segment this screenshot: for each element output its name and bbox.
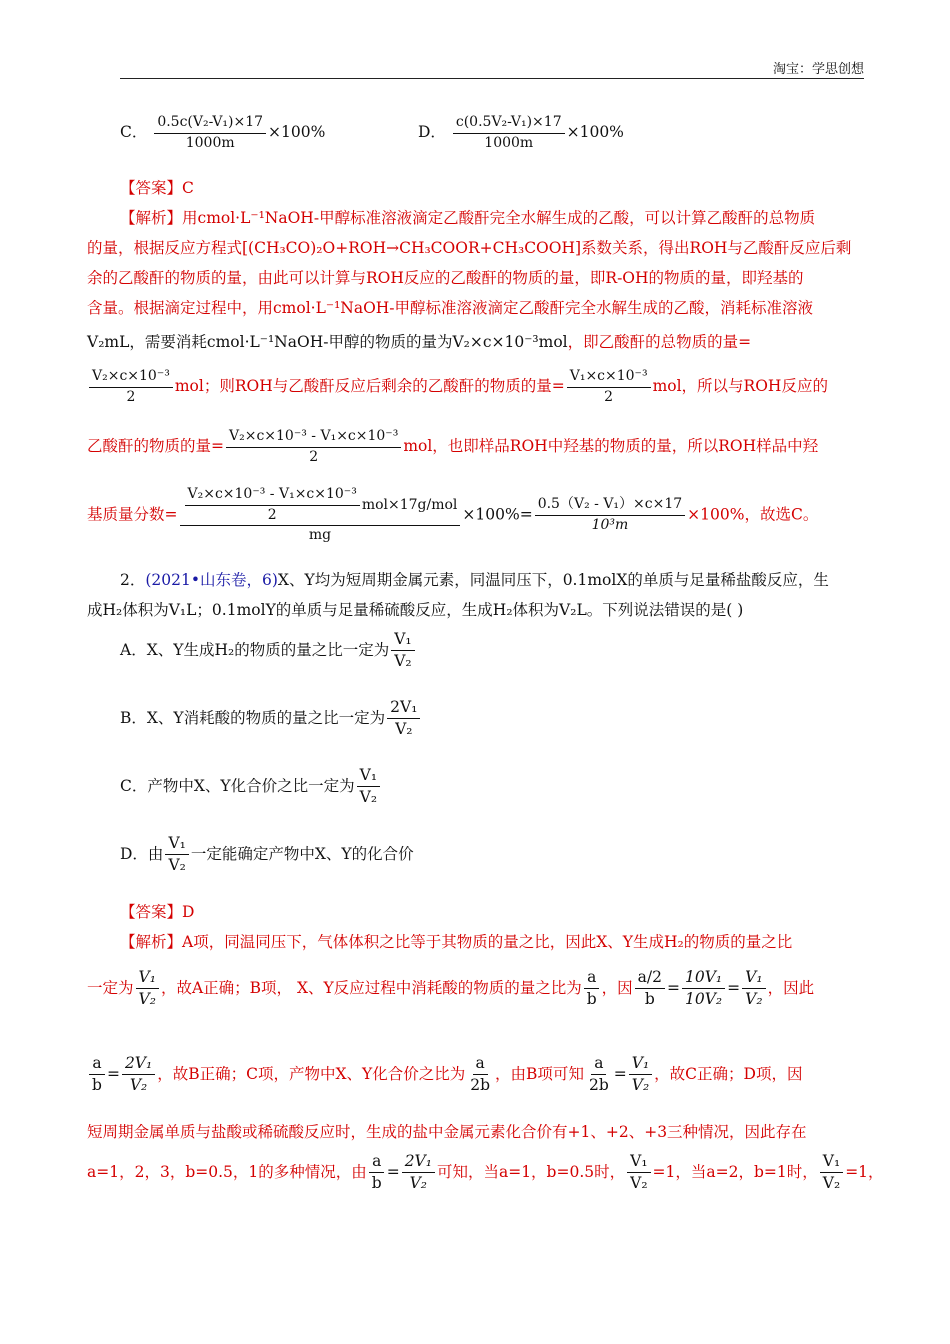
- q2-option-d: [120, 834, 414, 876]
- denominator: V₂: [745, 990, 763, 1009]
- numerator: V₁×c×10⁻³: [567, 368, 651, 388]
- analysis-text: 基质量分数=: [87, 505, 178, 524]
- fraction: [627, 1152, 650, 1194]
- q2-analysis-line2: [87, 968, 814, 1010]
- fraction: [820, 1152, 843, 1194]
- numerator: 10V₁: [682, 968, 725, 989]
- fraction: [635, 968, 665, 1010]
- numerator: V₁: [742, 968, 765, 989]
- numerator: 2V₁: [387, 698, 420, 719]
- denominator: V₂: [630, 1174, 648, 1193]
- analysis-text: =1，当a=2，b=1时，: [652, 1162, 818, 1181]
- denominator: V₂: [138, 990, 156, 1009]
- fraction: [567, 368, 651, 406]
- stem-text: X、Y均为短周期金属元素，同温同压下，0.1molX的单质与足量稀盐酸反应，生: [277, 571, 829, 589]
- numerator: c(0.5V₂-V₁)×17: [453, 114, 565, 134]
- header-text: 淘宝：学思创想: [772, 62, 864, 77]
- answer-tag: 【答案】: [120, 179, 183, 197]
- denominator: b: [644, 990, 655, 1009]
- analysis-text: 的量，根据反应方程式[(CH₃CO)₂O+ROH→CH₃COOR+CH₃COOH]系数关系，得出ROH与乙酸酐反应后剩: [87, 239, 852, 257]
- numerator: 2V₁: [122, 1054, 155, 1075]
- stem-text: 成H₂体积为V₁L；0.1molY的单质与足量稀硫酸反应，生成H₂体积为V₂L。下列说法错误的是( ): [87, 601, 744, 619]
- analysis-tag: 【解析】: [120, 209, 183, 227]
- q1-analysis: [87, 203, 863, 323]
- analysis-text: 乙酸酐的物质的量=: [87, 437, 224, 455]
- numerator: V₁: [391, 630, 414, 651]
- analysis-text: ，故B正确；C项，产物中X、Y化合价之比为: [157, 1064, 466, 1083]
- numerator: 0.5（V₂ - V₁）×c×17: [535, 496, 685, 516]
- option-text: A．X、Y生成H₂的物质的量之比一定为: [120, 640, 390, 659]
- equals-sign: =: [727, 978, 741, 997]
- fraction: [402, 1152, 435, 1194]
- numerator: a: [89, 1054, 104, 1075]
- numerator: V₁: [357, 766, 380, 787]
- q2-analysis-line1: [120, 930, 792, 952]
- option-tail: ×100%: [566, 123, 624, 141]
- q2-analysis-line5: [87, 1152, 884, 1194]
- numerator: V₁: [136, 968, 159, 989]
- analysis-text: V₂mL，需要消耗cmol·L⁻¹NaOH-甲醇的物质的量为: [87, 333, 453, 351]
- equals-sign: =: [613, 1064, 627, 1083]
- numerator: a: [369, 1152, 384, 1173]
- analysis-tag: 【解析】: [120, 933, 183, 951]
- denominator: V₂: [409, 1174, 428, 1193]
- numerator: V₂×c×10⁻³ - V₁×c×10⁻³: [185, 486, 360, 506]
- analysis-text: ，由B项可知: [495, 1064, 584, 1083]
- analysis-text: ，因: [601, 978, 633, 997]
- analysis-text: ×100%，故选C。: [687, 505, 819, 524]
- denominator: 2: [267, 506, 277, 523]
- question-source: (2021•山东卷，6): [145, 571, 278, 589]
- numerator: a: [473, 1054, 488, 1075]
- analysis-text: a=1，2，3，b=0.5，1的多种情况，由: [87, 1162, 367, 1181]
- numerator: a: [591, 1054, 606, 1075]
- equals-sign: =: [106, 1064, 120, 1083]
- denominator: mg: [308, 527, 332, 543]
- denominator: 2: [126, 388, 136, 405]
- analysis-text: 用cmol·L⁻¹NaOH-甲醇标准溶液滴定乙酸酐完全水解生成的乙酸，可以计算乙酸酐的总物质: [182, 209, 816, 227]
- q2-option-c: [120, 766, 382, 808]
- q1-analysis-line8: [87, 486, 818, 545]
- equals-sign: =: [386, 1162, 400, 1181]
- numerator: V₁: [165, 834, 188, 855]
- fraction: [154, 114, 266, 152]
- page-header: [120, 58, 864, 79]
- numerator: V₂×c×10⁻³ - V₁×c×10⁻³: [226, 428, 401, 448]
- analysis-text: 含量。根据滴定过程中，用cmol·L⁻¹NaOH-甲醇标准溶液滴定乙酸酐完全水解生成的乙酸，消耗标准溶液: [87, 299, 814, 317]
- numerator: V₁: [820, 1152, 843, 1173]
- q2-stem: [87, 565, 863, 625]
- fraction: [742, 968, 765, 1010]
- denominator: b: [586, 990, 597, 1009]
- fraction: [586, 1054, 612, 1096]
- fraction: [89, 368, 173, 406]
- q1-analysis-line7: [87, 428, 818, 466]
- q2-analysis-line4: [87, 1120, 807, 1142]
- fraction: [369, 1152, 385, 1194]
- denominator: 2: [309, 448, 319, 465]
- q1-analysis-line5: [87, 330, 751, 352]
- analysis-text: ，故C正确；D项，因: [654, 1064, 803, 1083]
- analysis-text: ，故A正确；B项， X、Y反应过程中消耗酸的物质的量之比为: [160, 978, 582, 997]
- analysis-text: A项，同温同压下，气体体积之比等于其物质的量之比，因此X、Y生成H₂的物质的量之比: [182, 933, 793, 951]
- numerator: a/2: [635, 968, 665, 989]
- analysis-text: 一定为: [87, 978, 134, 997]
- analysis-text: mol，也即样品ROH中羟基的物质的量，所以ROH样品中羟: [403, 437, 819, 455]
- answer-value: D: [182, 903, 195, 921]
- fraction: [535, 496, 685, 534]
- fraction: [387, 698, 420, 740]
- option-text: 一定能确定产物中X、Y的化合价: [190, 844, 414, 863]
- option-label: C．: [120, 123, 148, 141]
- numerator-tail: mol×17g/mol: [361, 497, 458, 513]
- fraction: [185, 486, 360, 524]
- analysis-text: 余的乙酸酐的物质的量，由此可以计算与ROH反应的乙酸酐的物质的量，即R-OH的物质的量，即羟基的: [87, 269, 804, 287]
- numerator: V₁: [627, 1152, 650, 1173]
- q1-analysis-line6: [87, 368, 828, 406]
- fraction: [391, 630, 414, 672]
- fraction: [165, 834, 188, 876]
- numerator: a: [584, 968, 599, 989]
- analysis-text: ，因此: [767, 978, 815, 997]
- denominator: 2: [604, 388, 614, 405]
- denominator: b: [371, 1174, 382, 1193]
- numerator: [180, 486, 461, 526]
- option-label: D．: [418, 123, 446, 141]
- analysis-text: =1，: [845, 1162, 884, 1181]
- q1-option-d: [418, 114, 624, 152]
- denominator: 1000m: [185, 134, 235, 151]
- fraction: [89, 1054, 105, 1096]
- option-text: D．由: [120, 844, 164, 863]
- option-text: C．产物中X、Y化合价之比一定为: [120, 776, 355, 795]
- q1-option-c: [120, 114, 325, 152]
- answer-value: C: [182, 179, 194, 197]
- answer-tag: 【答案】: [120, 903, 183, 921]
- denominator: 1000m: [484, 134, 534, 151]
- question-number: 2．: [120, 571, 146, 589]
- denominator: 10V₂: [685, 990, 723, 1009]
- q1-answer: [120, 176, 194, 198]
- numerator: 2V₁: [402, 1152, 435, 1173]
- formula: V₂×c×10⁻³mol: [452, 333, 568, 351]
- denominator: V₂: [168, 856, 186, 875]
- q2-option-a: [120, 630, 417, 672]
- fraction: [180, 486, 461, 545]
- denominator: V₂: [359, 788, 378, 807]
- fraction: [122, 1054, 155, 1096]
- formula: ×100%=: [462, 505, 533, 524]
- fraction: [629, 1054, 652, 1096]
- fraction: [682, 968, 725, 1010]
- denominator: 10³m: [591, 516, 629, 533]
- denominator: V₂: [395, 720, 413, 739]
- denominator: 2b: [588, 1076, 609, 1095]
- denominator: 2b: [470, 1076, 491, 1095]
- fraction: [467, 1054, 493, 1096]
- fraction: [136, 968, 159, 1010]
- analysis-text: mol，所以与ROH反应的: [652, 377, 828, 395]
- analysis-text: 可知，当a=1，b=0.5时，: [436, 1162, 626, 1181]
- analysis-text: 短周期金属单质与盐酸或稀硫酸反应时，生成的盐中金属元素化合价有+1、+2、+3三种情况，因此存在: [87, 1123, 807, 1141]
- denominator: V₂: [394, 652, 412, 671]
- q2-option-b: [120, 698, 422, 740]
- q2-answer: [120, 900, 194, 922]
- denominator: V₂: [822, 1174, 841, 1193]
- analysis-text: mol；则ROH与乙酸酐反应后剩余的乙酸酐的物质的量=: [174, 377, 565, 395]
- option-tail: ×100%: [268, 123, 326, 141]
- denominator: V₂: [631, 1076, 650, 1095]
- fraction: [357, 766, 380, 808]
- fraction: [584, 968, 600, 1010]
- numerator: V₂×c×10⁻³: [89, 368, 173, 388]
- option-text: B．X、Y消耗酸的物质的量之比一定为: [120, 708, 386, 727]
- equals-sign: =: [667, 978, 680, 997]
- q2-analysis-line3: [87, 1054, 802, 1096]
- fraction: [226, 428, 401, 466]
- numerator: 0.5c(V₂-V₁)×17: [154, 114, 266, 134]
- numerator: V₁: [629, 1054, 652, 1075]
- fraction: [453, 114, 565, 152]
- denominator: b: [92, 1076, 102, 1095]
- denominator: V₂: [129, 1076, 148, 1095]
- analysis-text: ，即乙酸酐的总物质的量=: [567, 333, 752, 351]
